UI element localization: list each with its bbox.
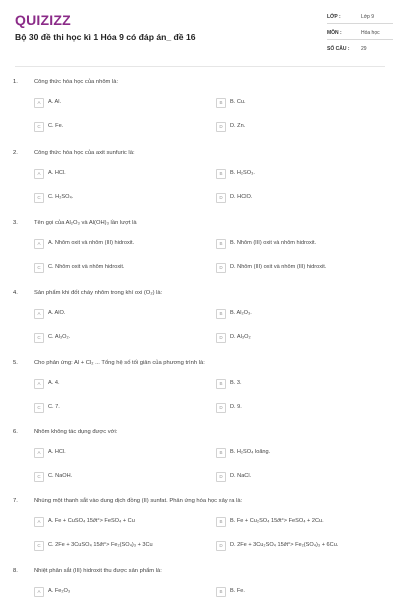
option-letter-box: C — [34, 403, 44, 413]
option-text: B. Nhôm (III) oxit và nhôm hidroxit. — [230, 240, 317, 246]
option-letter-box: C — [34, 193, 44, 203]
question-number: 6. — [13, 429, 18, 435]
header — [0, 0, 400, 62]
question-text: Sản phẩm khi đốt cháy nhôm trong khí oxi (O₂) là: — [34, 290, 163, 296]
question-text: Tên gọi của Al₂O₃ và Al(OH)₃ lần lượt là — [34, 220, 137, 226]
option-letter-box: C — [34, 122, 44, 132]
question-number: 7. — [13, 498, 18, 504]
option-text: B. Fe + Cu₂SO₄ 15∂t°> FeSO₄ + 2Cu. — [230, 518, 324, 524]
option-text: D. 2Fe + 3Cu₂SO₄ 15∂t°> Fe₂(SO₄)₃ + 6Cu. — [230, 542, 339, 548]
option-letter-box: D — [216, 541, 226, 551]
option-text: A. HCl. — [48, 170, 66, 176]
option-text: B. 3. — [230, 380, 242, 386]
option-letter-box: A — [34, 309, 44, 319]
option-text: B. H₂SO₃. — [230, 170, 255, 176]
option-letter-box: D — [216, 403, 226, 413]
question-text: Công thức hóa học của nhôm là: — [34, 79, 119, 85]
grade-label: LỚP : — [327, 14, 341, 20]
option-text: D. Zn. — [230, 123, 246, 129]
option-text: C. Nhôm oxit và nhôm hidroxit. — [48, 264, 125, 270]
option-letter-box: D — [216, 263, 226, 273]
question-text: Nhiệt phân sắt (III) hidroxit thu được sản phẩm là: — [34, 568, 162, 574]
option-text: B. Fe. — [230, 588, 245, 594]
option-letter-box: A — [34, 169, 44, 179]
option-letter-box: D — [216, 122, 226, 132]
question-number: 5. — [13, 360, 18, 366]
option-letter-box: A — [34, 587, 44, 597]
option-text: B. H₂SO₄ loãng. — [230, 449, 271, 455]
option-text: A. HCl. — [48, 449, 66, 455]
option-text: C. Fe. — [48, 123, 64, 129]
option-text: B. Al₂O₃. — [230, 310, 252, 316]
option-letter-box: B — [216, 169, 226, 179]
option-letter-box: C — [34, 263, 44, 273]
option-letter-box: B — [216, 98, 226, 108]
question-number: 8. — [13, 568, 18, 574]
option-letter-box: B — [216, 309, 226, 319]
option-letter-box: B — [216, 379, 226, 389]
worksheet-title: Bộ 30 đề thi học kì 1 Hóa 9 có đáp án_ đề 16 — [15, 32, 196, 42]
option-letter-box: A — [34, 448, 44, 458]
question-text: Cho phản ứng: Al + Cl₂ ... Tổng hệ số tối giản của phương trình là: — [34, 360, 205, 366]
option-letter-box: D — [216, 333, 226, 343]
option-text: A. Nhôm oxit và nhôm (III) hidroxit. — [48, 240, 135, 246]
option-letter-box: A — [34, 379, 44, 389]
option-letter-box: A — [34, 98, 44, 108]
question-number: 4. — [13, 290, 18, 296]
option-text: D. NaCl. — [230, 473, 252, 479]
option-text: A. Al. — [48, 99, 62, 105]
header-divider — [15, 66, 385, 67]
grade-value: Lớp 9 — [361, 14, 375, 20]
option-letter-box: A — [34, 239, 44, 249]
question-text: Công thức hóa học của axit sunfuric là: — [34, 150, 135, 156]
count-label: SỐ CÂU : — [327, 46, 350, 52]
option-letter-box: C — [34, 472, 44, 482]
question-number: 3. — [13, 220, 18, 226]
divider — [327, 39, 393, 40]
option-letter-box: B — [216, 448, 226, 458]
divider — [327, 23, 393, 24]
count-value: 29 — [361, 46, 367, 52]
option-text: D. 9. — [230, 404, 242, 410]
option-text: D. Al₃O₂ — [230, 334, 251, 340]
option-text: C. 2Fe + 3CuSO₄ 15∂t°> Fe₂(SO₄)₃ + 3Cu — [48, 542, 153, 548]
option-letter-box: C — [34, 541, 44, 551]
option-text: A. AlO. — [48, 310, 66, 316]
option-letter-box: C — [34, 333, 44, 343]
subject-label: MÔN : — [327, 30, 342, 36]
question-number: 1. — [13, 79, 18, 85]
option-text: D. Nhôm (III) oxit và nhôm (III) hidroxit. — [230, 264, 327, 270]
option-text: B. Cu. — [230, 99, 246, 105]
subject-value: Hóa học — [361, 30, 380, 36]
question-text: Nhôm không tác dụng được với: — [34, 429, 118, 435]
option-text: A. Fe + CuSO₄ 15∂t°> FeSO₄ + Cu — [48, 518, 135, 524]
option-letter-box: D — [216, 472, 226, 482]
option-text: C. NaOH. — [48, 473, 73, 479]
option-text: C. H₂SO₄. — [48, 194, 74, 200]
option-text: A. 4. — [48, 380, 60, 386]
quizizz-logo[interactable]: QUIZIZZ — [15, 12, 71, 28]
option-letter-box: B — [216, 587, 226, 597]
question-number: 2. — [13, 150, 18, 156]
option-text: D. HClO. — [230, 194, 253, 200]
option-letter-box: B — [216, 517, 226, 527]
option-text: A. Fe₂O₃ — [48, 588, 71, 594]
question-text: Nhúng một thanh sắt vào dung dịch đồng (II) sunfat. Phản ứng hóa học xảy ra là: — [34, 498, 243, 504]
option-letter-box: A — [34, 517, 44, 527]
option-text: C. Al₃O₂. — [48, 334, 71, 340]
option-letter-box: B — [216, 239, 226, 249]
option-text: C. 7. — [48, 404, 60, 410]
option-letter-box: D — [216, 193, 226, 203]
